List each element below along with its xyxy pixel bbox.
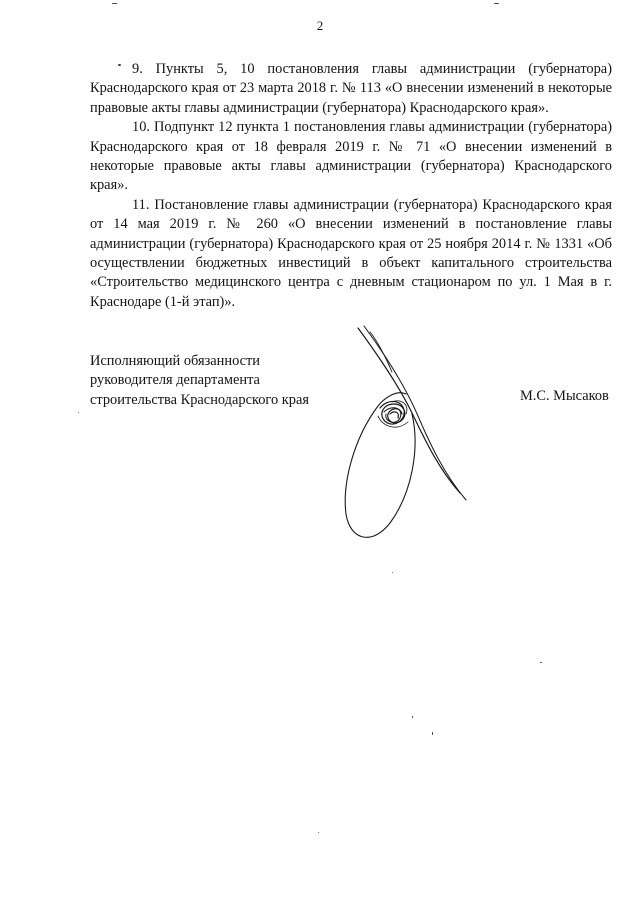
scan-speck (392, 572, 393, 573)
scan-speck (540, 662, 542, 663)
scan-speck (412, 716, 413, 718)
paragraph-10: 10. Подпункт 12 пункта 1 постановления главы администрации (губернатора) Краснодарского края от 18 февраля 2019 г. № 71 «О внесении изменений в некоторые правовые акты главы администрации (губернатора) Краснодарского края». (90, 119, 612, 194)
paragraph-11: 11. Постановление главы администрации (губернатора) Краснодарского края от 14 мая 2019 г. № 260 «О внесении изменений в постановление главы администрации (губернатора) Краснодарского края от 25 ноября 2014 г. № 1331 «Об осуществлении бюджетных инвестиций в объект капитального строительства «Строительство медицинского центра с дневным стационаром по ул. 1 Мая в г. Краснодаре (1-й этап)». (90, 196, 612, 310)
scan-speck (78, 412, 79, 413)
paragraph-9: 9. Пункты 5, 10 постановления главы администрации (губернатора) Краснодарского края от 23 марта 2018 г. № 113 «О внесении изменений в некоторые правовые акты главы администрации (губернатора) Краснодарского края». (90, 61, 612, 116)
page-number: 2 (316, 18, 324, 33)
scan-speck (118, 64, 121, 66)
document-body (90, 60, 612, 312)
handwritten-signature (320, 318, 470, 548)
scan-speck (112, 3, 117, 4)
signer-position-line-2: руководителя департамента (90, 372, 260, 389)
scan-speck (432, 732, 433, 735)
signer-position-line-3: строительства Краснодарского края (90, 391, 309, 408)
scan-speck (318, 832, 319, 833)
scan-speck (494, 3, 499, 4)
signer-position-line-1: Исполняющий обязанности (90, 353, 261, 369)
signer-name: М.С. Мысаков (520, 388, 609, 404)
